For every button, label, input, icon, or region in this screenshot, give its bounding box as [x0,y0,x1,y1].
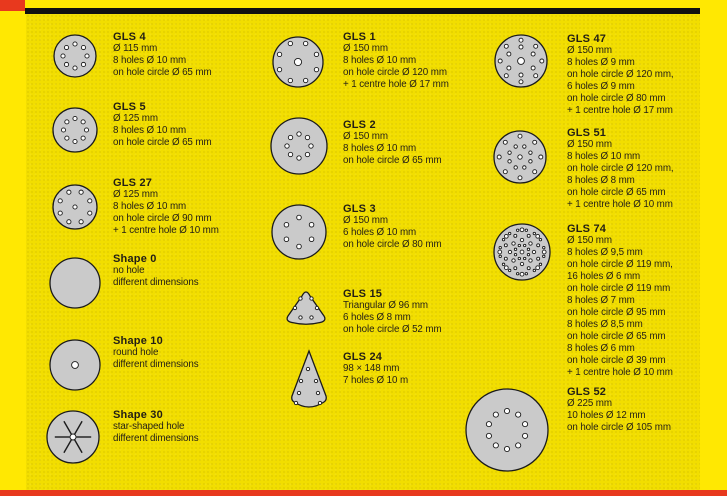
item-spec-line: + 1 centre hole Ø 10 mm [567,199,673,210]
item-gls-5 [113,101,212,149]
item-spec-line: 16 holes Ø 6 mm [567,271,641,282]
item-spec-line: 6 holes Ø 9 mm [567,81,635,92]
item-spec-line: 8 holes Ø 8 mm [567,175,635,186]
item-spec-line: on hole circle Ø 65 mm [113,137,212,148]
item-spec-line: no hole [113,265,145,276]
item-spec-line: on hole circle Ø 80 mm [567,93,666,104]
item-spec-line: on hole circle Ø 65 mm [113,67,212,78]
item-shape-30 [113,409,199,445]
item-spec-line: Ø 125 mm [113,113,158,124]
item-spec-line: + 1 centre hole Ø 10 mm [113,225,219,236]
item-title: GLS 5 [113,101,146,113]
item-gls-24 [343,351,408,387]
item-spec-line: 8 holes Ø 6 mm [567,343,635,354]
item-title: GLS 2 [343,119,376,131]
item-title: GLS 47 [567,33,607,45]
item-gls-2 [343,119,442,167]
item-spec-line: 8 holes Ø 10 mm [343,143,417,154]
item-spec-line: on hole circle Ø 90 mm [113,213,212,224]
item-spec-line: 6 holes Ø 8 mm [343,312,411,323]
item-spec-line: star-shaped hole [113,421,185,432]
item-gls-3 [343,203,442,251]
item-title: GLS 74 [567,223,607,235]
item-spec-line: Ø 115 mm [113,43,158,54]
item-spec-line: 8 holes Ø 8,5 mm [567,319,643,330]
item-title: GLS 3 [343,203,376,215]
item-title: GLS 52 [567,386,607,398]
item-spec-line: on hole circle Ø 120 mm, [567,69,674,80]
item-spec-line: on hole circle Ø 39 mm [567,355,666,366]
red-corner-block [0,0,25,11]
item-gls-1 [343,31,449,91]
item-spec-line: Ø 150 mm [343,215,388,226]
item-spec-line: + 1 centre hole Ø 17 mm [567,105,673,116]
item-title: GLS 51 [567,127,607,139]
item-spec-line: Triangular Ø 96 mm [343,300,428,311]
item-spec-line: on hole circle Ø 119 mm, [567,259,673,270]
item-spec-line: 8 holes Ø 10 mm [567,151,641,162]
item-spec-line: on hole circle Ø 65 mm [567,187,666,198]
item-shape-0 [113,253,199,289]
item-gls-52 [567,386,671,434]
item-title: Shape 30 [113,409,163,421]
item-spec-line: on hole circle Ø 95 mm [567,307,666,318]
item-spec-line: + 1 centre hole Ø 10 mm [567,367,673,378]
item-spec-line: 8 holes Ø 7 mm [567,295,635,306]
item-spec-line: Ø 150 mm [567,139,612,150]
item-title: GLS 15 [343,288,383,300]
item-spec-line: on hole circle Ø 52 mm [343,324,442,335]
item-spec-line: Ø 125 mm [113,189,158,200]
item-title: GLS 27 [113,177,153,189]
item-gls-4 [113,31,212,79]
item-spec-line: round hole [113,347,159,358]
item-title: Shape 10 [113,335,163,347]
item-spec-line: Ø 150 mm [343,43,388,54]
item-title: GLS 24 [343,351,383,363]
item-spec-line: + 1 centre hole Ø 17 mm [343,79,449,90]
item-gls-51 [567,127,674,211]
item-spec-line: Ø 150 mm [567,45,612,56]
item-spec-line: on hole circle Ø 80 mm [343,239,442,250]
item-spec-line: 8 holes Ø 9 mm [567,57,635,68]
item-spec-line: different dimensions [113,433,199,444]
item-spec-line: 8 holes Ø 10 mm [343,55,417,66]
item-spec-line: Ø 150 mm [567,235,612,246]
item-gls-74 [567,223,673,379]
item-spec-line: different dimensions [113,359,199,370]
item-spec-line: 10 holes Ø 12 mm [567,410,646,421]
top-black-rule [25,8,700,14]
item-spec-line: on hole circle Ø 65 mm [567,331,666,342]
item-spec-line: 8 holes Ø 9,5 mm [567,247,643,258]
item-spec-line: Ø 225 mm [567,398,612,409]
item-spec-line: on hole circle Ø 65 mm [343,155,442,166]
item-spec-line: on hole circle Ø 119 mm [567,283,671,294]
item-spec-line: on hole circle Ø 120 mm [343,67,447,78]
item-title: Shape 0 [113,253,157,265]
item-gls-47 [567,33,674,117]
item-spec-line: different dimensions [113,277,199,288]
item-spec-line: 6 holes Ø 10 mm [343,227,417,238]
item-spec-line: on hole circle Ø 120 mm, [567,163,674,174]
item-title: GLS 4 [113,31,146,43]
item-spec-line: 8 holes Ø 10 mm [113,125,187,136]
item-spec-line: 7 holes Ø 10 m [343,375,409,386]
item-spec-line: 8 holes Ø 10 mm [113,201,187,212]
item-shape-10 [113,335,199,371]
item-gls-27 [113,177,219,237]
bottom-red-strip [0,490,727,496]
item-spec-line: 8 holes Ø 10 mm [113,55,187,66]
item-spec-line: on hole circle Ø 105 mm [567,422,671,433]
item-gls-15 [343,288,442,336]
item-title: GLS 1 [343,31,376,43]
item-spec-line: 98 × 148 mm [343,363,400,374]
item-spec-line: Ø 150 mm [343,131,388,142]
